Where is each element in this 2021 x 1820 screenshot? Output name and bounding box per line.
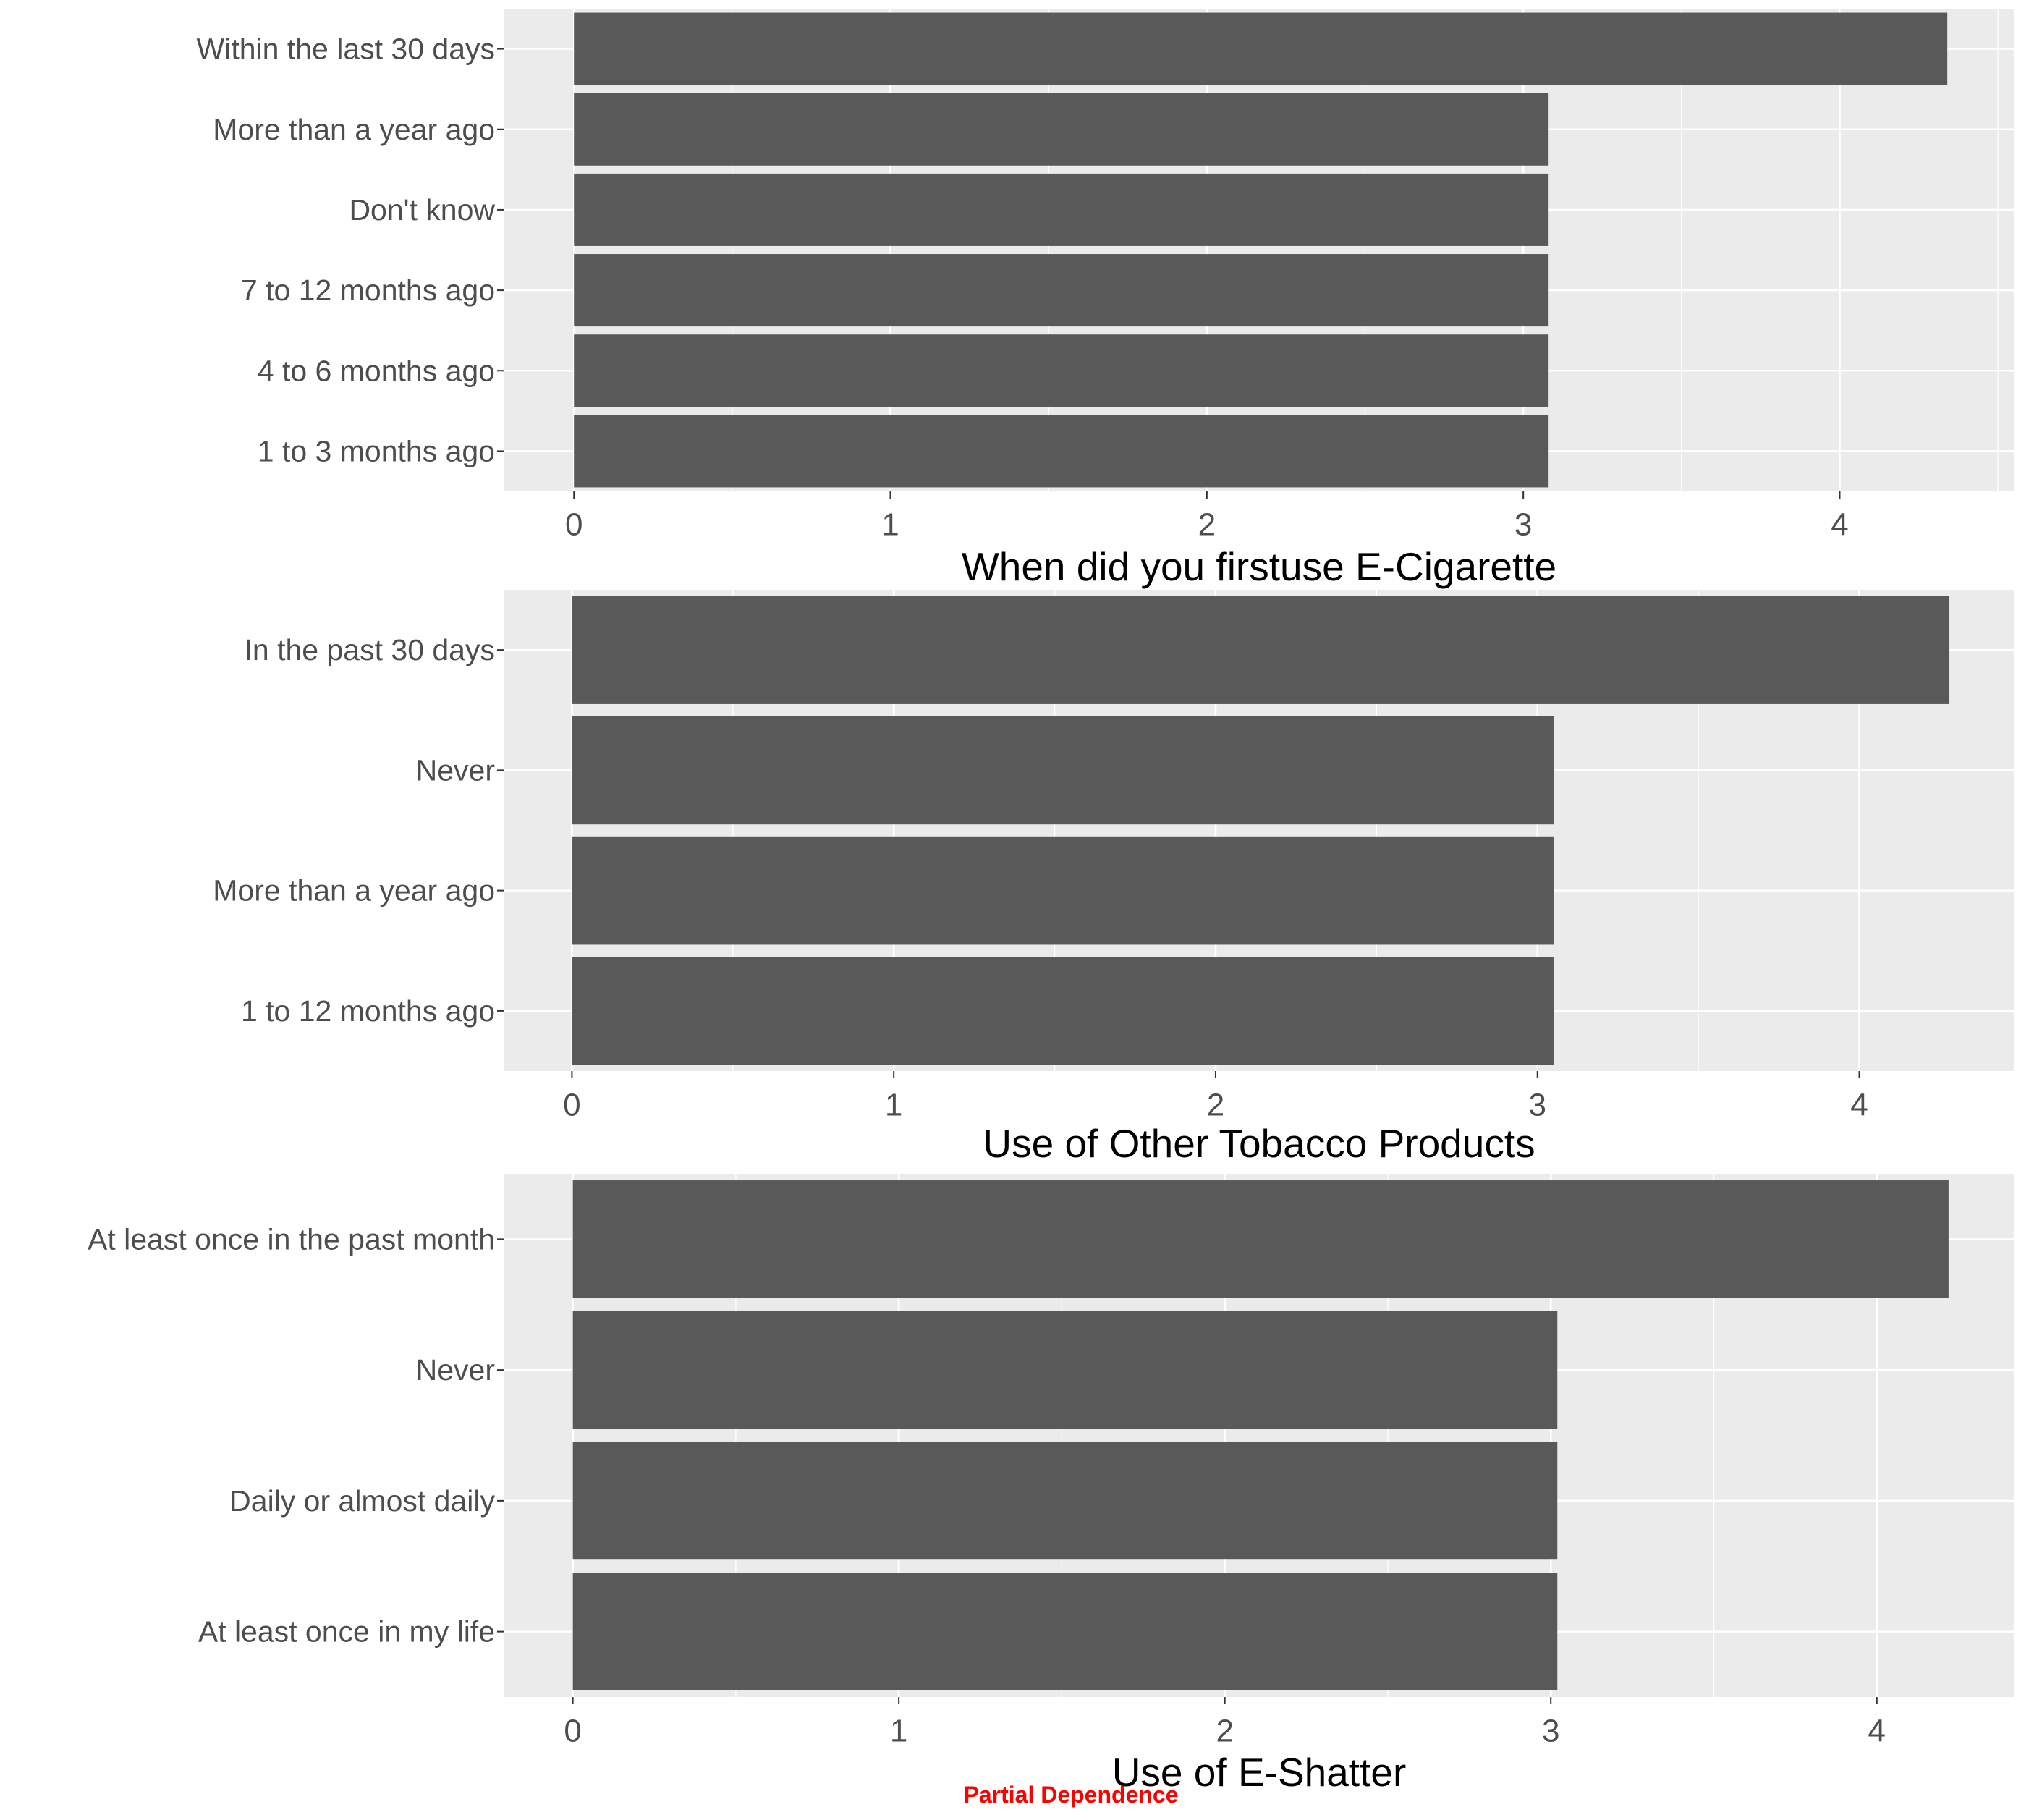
y-tick-label: 7 to 12 months ago xyxy=(240,274,495,308)
y-tick-label: Don't know xyxy=(349,192,495,227)
y-tick-label: 4 to 6 months ago xyxy=(257,354,495,388)
x-tick-label: 3 xyxy=(1528,1087,1546,1123)
bar xyxy=(574,334,1548,407)
y-tick-label: In the past 30 days xyxy=(244,633,495,667)
x-tick-label: 0 xyxy=(564,1713,582,1749)
x-tick-label: 4 xyxy=(1850,1087,1868,1123)
x-tick-label: 2 xyxy=(1198,507,1216,543)
x-tick-label: 0 xyxy=(564,507,583,543)
x-tick-label: 1 xyxy=(881,507,899,543)
y-tick-label: Never xyxy=(415,753,495,787)
bar xyxy=(573,1573,1558,1690)
x-tick-label: 1 xyxy=(884,1087,903,1123)
bar xyxy=(572,596,1949,704)
y-tick-label: 1 to 3 months ago xyxy=(257,434,495,468)
chart-panel-2 xyxy=(213,590,2014,1166)
bar xyxy=(574,93,1548,166)
footer-label: Partial Dependence xyxy=(963,1782,1179,1808)
y-tick-label: Daily or almost daily xyxy=(229,1483,495,1518)
x-tick-label: 3 xyxy=(1541,1713,1560,1749)
bar xyxy=(574,415,1548,487)
x-tick-label: 4 xyxy=(1868,1713,1886,1749)
bar xyxy=(574,13,1947,85)
bar xyxy=(573,1180,1949,1298)
bar xyxy=(573,1311,1558,1429)
x-tick-label: 4 xyxy=(1831,507,1849,543)
x-tick-label: 0 xyxy=(563,1087,581,1123)
x-axis-title: Use of E-Shatter xyxy=(1111,1750,1407,1795)
bar xyxy=(574,174,1548,246)
x-axis-title: Use of Other Tobacco Products xyxy=(983,1121,1535,1166)
bar xyxy=(573,1442,1558,1560)
y-tick-label: At least once in the past month xyxy=(88,1222,495,1256)
bar xyxy=(572,837,1554,945)
bar xyxy=(572,716,1554,825)
y-tick-label: Within the last 30 days xyxy=(196,32,495,66)
x-tick-label: 2 xyxy=(1216,1713,1234,1749)
chart-panel-1 xyxy=(197,9,2014,589)
y-tick-label: Never xyxy=(415,1353,495,1387)
y-tick-label: More than a year ago xyxy=(213,112,495,146)
bar xyxy=(574,254,1548,326)
y-tick-label: 1 to 12 months ago xyxy=(240,994,495,1028)
x-tick-label: 1 xyxy=(889,1713,908,1749)
x-tick-label: 3 xyxy=(1514,507,1533,543)
y-tick-label: At least once in my life xyxy=(198,1614,495,1648)
y-tick-label: More than a year ago xyxy=(213,873,495,907)
bar xyxy=(572,957,1554,1065)
x-tick-label: 2 xyxy=(1206,1087,1225,1123)
x-axis-title: When did you firstuse E-Cigarette xyxy=(961,544,1557,589)
chart-panel-3 xyxy=(88,1174,2014,1795)
